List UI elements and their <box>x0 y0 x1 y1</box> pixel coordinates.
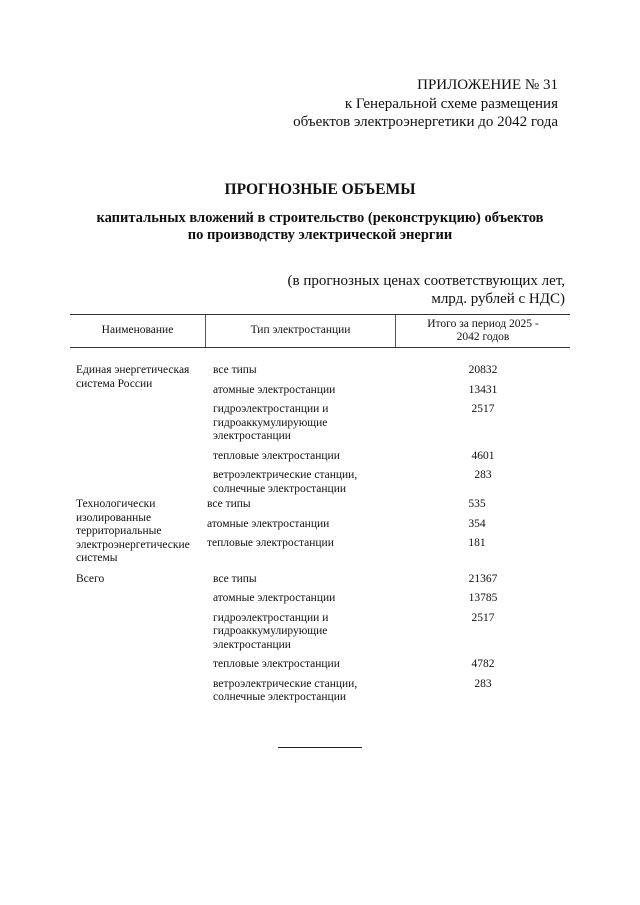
investment-value: 181 <box>468 537 486 549</box>
table-row <box>200 498 564 512</box>
annex-reference-cont: объектов электроэнергетики до 2042 года <box>293 114 558 130</box>
table-group <box>70 573 570 705</box>
subtitle-line-1: капитальных вложений в строительство (реконструкцию) объектов <box>96 210 544 226</box>
header-name: Наименование <box>70 315 206 347</box>
document-title <box>0 180 640 244</box>
table-row <box>206 658 570 672</box>
annex-reference: к Генеральной схеме размещения <box>344 95 558 112</box>
group-rows <box>200 498 564 566</box>
station-type: все типы <box>213 364 257 376</box>
station-type: тепловые электростанции <box>207 537 334 549</box>
group-name: Технологически изолированные территориальные электроэнергетические системы <box>76 498 190 564</box>
investment-value: 21367 <box>468 572 498 585</box>
table-row <box>206 573 570 587</box>
table-group <box>70 498 570 566</box>
station-type: тепловые электростанции <box>213 449 340 462</box>
investment-value: 2517 <box>471 403 495 415</box>
table-row <box>206 678 570 705</box>
station-type: атомные электростанции <box>207 517 330 530</box>
table-row <box>206 592 570 606</box>
title-subtitle <box>0 210 640 244</box>
units-line-2: млрд. рублей с НДС) <box>431 291 565 307</box>
investment-table <box>70 314 570 705</box>
table-row <box>206 384 570 398</box>
header-total <box>396 315 570 347</box>
station-type: все типы <box>207 498 251 510</box>
table-row <box>206 612 570 653</box>
station-type: атомные электростанции <box>213 592 336 604</box>
station-type: ветроэлектрические станции, солнечные электростанции <box>213 469 358 495</box>
end-separator-line <box>278 747 362 748</box>
group-name: Всего <box>76 572 105 585</box>
group-name: Единая энергетическая система России <box>76 364 190 390</box>
table-row <box>206 403 570 444</box>
investment-value: 13785 <box>468 592 498 604</box>
table-row <box>200 537 564 551</box>
investment-value: 20832 <box>468 364 498 376</box>
table-row <box>206 364 570 378</box>
station-type: атомные электростанции <box>213 383 336 396</box>
table-row <box>206 450 570 464</box>
investment-value: 354 <box>468 517 486 530</box>
investment-value: 283 <box>474 469 492 481</box>
investment-value: 4601 <box>471 449 495 462</box>
group-rows <box>206 573 570 705</box>
annex-number: ПРИЛОЖЕНИЕ № 31 <box>417 77 558 93</box>
header-type: Тип электростанции <box>206 315 396 347</box>
table-group <box>70 364 570 496</box>
table-row <box>206 469 570 496</box>
units-line-1: (в прогнозных ценах соответствующих лет, <box>287 273 565 289</box>
investment-value: 13431 <box>468 383 498 396</box>
annex-header <box>293 76 558 132</box>
header-total-text: Итого за период 2025 - 2042 годов <box>427 317 539 343</box>
table-row <box>200 518 564 532</box>
station-type: гидроэлектростанции и гидроаккумулирующие электростанции <box>213 611 329 651</box>
investment-value: 2517 <box>471 611 495 624</box>
subtitle-line-2: по производству электрической энергии <box>187 227 453 243</box>
investment-value: 4782 <box>471 658 495 670</box>
units-note <box>288 272 565 308</box>
station-type: гидроэлектростанции и гидроаккумулирующие электростанции <box>213 403 329 442</box>
investment-value: 535 <box>468 498 486 510</box>
table-header <box>70 314 570 348</box>
station-type: тепловые электростанции <box>213 658 340 670</box>
investment-value: 283 <box>474 677 492 690</box>
station-type: ветроэлектрические станции, солнечные электростанции <box>213 677 358 703</box>
table-body <box>70 364 570 705</box>
group-rows <box>206 364 570 496</box>
station-type: все типы <box>213 572 257 585</box>
title-main: ПРОГНОЗНЫЕ ОБЪЕМЫ <box>224 181 416 198</box>
